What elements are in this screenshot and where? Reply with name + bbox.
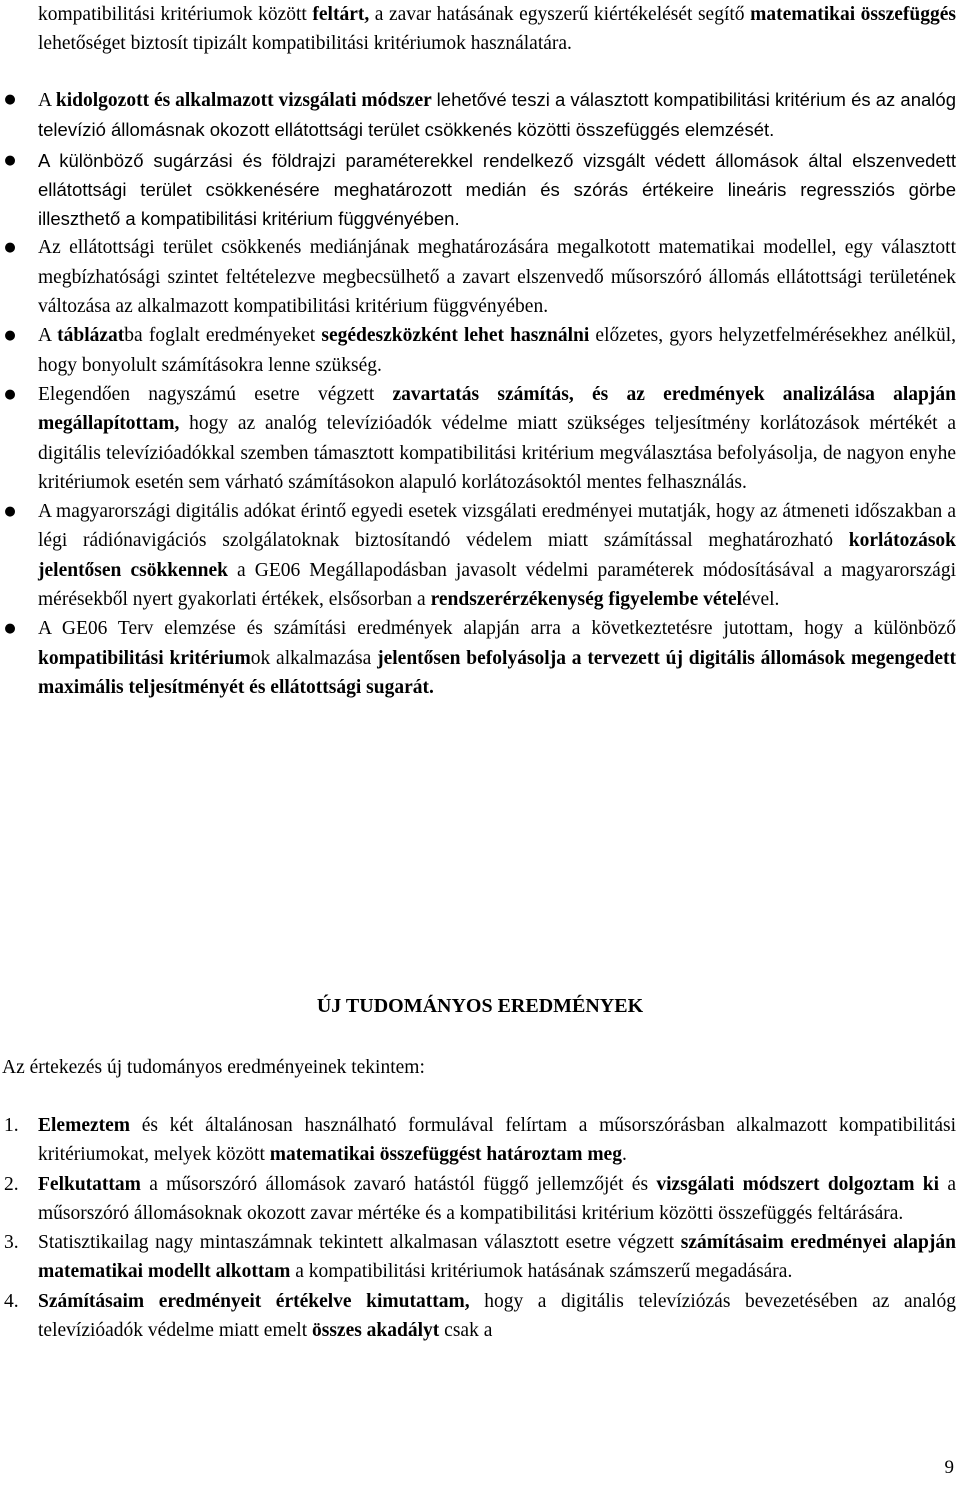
bullet-item	[0, 497, 956, 614]
item-number: 3.	[4, 1232, 19, 1254]
text-run: A	[38, 325, 58, 347]
page-number: 9	[944, 1457, 954, 1478]
bullet-item	[0, 146, 956, 234]
bullet-dot-icon: ●	[4, 92, 16, 107]
text-run: a műsorszóró állomások zavaró hatástól függő jellemzőjét és	[140, 1173, 657, 1195]
bullet-item	[0, 614, 956, 702]
text-run: A magyarországi digitális adókat érintő egyedi esetek vizsgálati eredményei mutatják, hogy az átmeneti időszakban a légi rádiónavigációs szolgálatoknak biztosítandó védelem miatt számítással meghatározható	[38, 501, 956, 552]
section-intro: Az értekezés új tudományos eredményeinek tekintem:	[2, 1057, 425, 1078]
bullet-dot-icon: ●	[4, 386, 16, 402]
text-run: hogy az analóg televízióadók védelme miatt szükséges teljesítmény korlátozások mértékét a digitális televízióadókkal szemben támasztott kompatibilitási kritérium megválasztása befolyásolja, de nagyon enyhe kritériumok esetén sem várható számításokon alapuló korlátozásoktól mentes felhasználás.	[38, 413, 956, 493]
text-run: ével.	[742, 589, 780, 611]
bullet-dot-icon: ●	[4, 240, 16, 256]
bold-text-run: táblázat	[57, 325, 125, 347]
text-run: lehetővé teszi a választott kompatibilitási kritérium és az analóg televízió állomásnak okozott ellátottsági terület csökkenés közötti összefüggés elemzését.	[38, 89, 956, 141]
bold-text-run: Számításaim eredményeit értékelve kimutattam,	[38, 1290, 470, 1312]
text-run: Elegendően nagyszámú esetre végzett	[38, 383, 393, 405]
text-run: előzetes, gyors helyzetfelmérésekhez anélkül, hogy bonyolult számításokra lenne szükség.	[38, 325, 956, 376]
text-run: lehetőséget biztosít tipizált kompatibilitási kritériumok használatára.	[38, 33, 572, 55]
bold-text-run: zavartatás számítás, és az eredmények analizálása alapján megállapítottam,	[38, 383, 956, 435]
bold-text-run: kidolgozott és alkalmazott vizsgálati módszer	[55, 90, 432, 111]
bold-text-run: feltárt,	[312, 4, 370, 25]
results-numbered-list	[0, 1111, 960, 1345]
numbered-item	[0, 1111, 956, 1170]
text-run: a műsorszóró állomásoknak okozott zavar mértéke és a kompatibilitási kritérium közötti összefüggés feltárására.	[38, 1173, 956, 1224]
bullet-item	[0, 233, 956, 321]
text-run: és két általánosan használható formulával felírtam a műsorszórásban alkalmazott kompatibilitási kritériumokat, melyek között	[38, 1115, 956, 1166]
text-run: A különböző sugárzási és földrajzi paraméterekkel rendelkező vizsgált védett állomások által elszenvedett ellátottsági terület csökkenésére meghatározott medián és szórás értékeire lineáris regressziós görbe illeszthető a kompatibilitási kritérium függvényében.	[38, 149, 956, 230]
item-number: 1.	[4, 1115, 19, 1136]
text-run: ok alkalmazása	[250, 647, 378, 669]
text-run: a kompatibilitási kritériumok hatásának számszerű megadására.	[290, 1261, 793, 1283]
text-run: A	[38, 90, 56, 111]
text-run: csak a	[439, 1320, 493, 1342]
text-run: a GE06 Megállapodásban javasolt védelmi paraméterek módosításával a magyarországi mérésekből nyert gyakorlati értékek, elsősorban a	[38, 559, 956, 611]
text-run: .	[621, 1144, 627, 1166]
bullet-item	[0, 85, 956, 146]
bullet-item	[0, 321, 956, 380]
item-number: 4.	[4, 1290, 19, 1312]
text-run: Statisztikailag nagy mintaszámnak tekintett alkalmasan választott esetre végzett	[38, 1232, 681, 1254]
bullet-item	[0, 380, 956, 497]
item-number: 2.	[4, 1173, 19, 1195]
bullet-dot-icon: ●	[4, 328, 16, 344]
bold-text-run: rendszerérzékenység figyelembe vétel	[430, 589, 743, 611]
text-run: a zavar hatásának egyszerű kiértékelését segítő	[369, 4, 751, 25]
intro-paragraph	[38, 0, 956, 59]
numbered-item	[0, 1170, 956, 1229]
bold-text-run: matematikai összefüggés	[750, 4, 957, 25]
bold-text-run: jelentősen befolyásolja a tervezett új digitális állomások megengedett maximális teljesítményét és ellátottsági sugarát.	[38, 647, 957, 698]
bullet-dot-icon: ●	[4, 152, 16, 168]
section-heading: ÚJ TUDOMÁNYOS EREDMÉNYEK	[316, 995, 644, 1017]
bold-text-run: kompatibilitási kritérium	[38, 647, 251, 669]
text-run: hogy a digitális televíziózás bevezetésében az analóg televízióadók védelme miatt emelt	[38, 1290, 957, 1342]
findings-bullet-list	[0, 85, 960, 702]
text-run: kompatibilitási kritériumok között	[38, 4, 313, 25]
bold-text-run: segédeszközként lehet használni	[321, 325, 590, 347]
bold-text-run: vizsgálati módszert dolgoztam ki	[656, 1173, 940, 1195]
bold-text-run: Elemeztem	[38, 1115, 131, 1136]
text-run: A GE06 Terv elemzése és számítási eredmények alapján arra a következtetésre jutottam, hogy a különböző	[38, 618, 956, 640]
bullet-dot-icon: ●	[4, 504, 16, 520]
numbered-item	[0, 1287, 956, 1346]
bold-text-run: matematikai összefüggést határoztam meg	[269, 1144, 622, 1166]
bold-text-run: korlátozások jelentősen csökkennek	[38, 530, 956, 581]
bold-text-run: számításaim eredményei alapján matematikai modellt alkottam	[38, 1232, 956, 1283]
bold-text-run: összes akadályt	[311, 1320, 440, 1342]
text-run: ba foglalt eredményeket	[124, 325, 322, 347]
text-run: Az ellátottsági terület csökkenés mediánjának meghatározására megalkotott matematikai modellel, egy választott megbízhatósági szintet feltételezve megbecsülhető a zavart elszenvedő műsorszóró állomás ellátottsági területének változása az alkalmazott kompatibilitási kritérium függvényében.	[38, 237, 956, 318]
bullet-dot-icon: ●	[4, 621, 16, 637]
bold-text-run: Felkutattam	[38, 1173, 141, 1195]
numbered-item	[0, 1228, 956, 1287]
